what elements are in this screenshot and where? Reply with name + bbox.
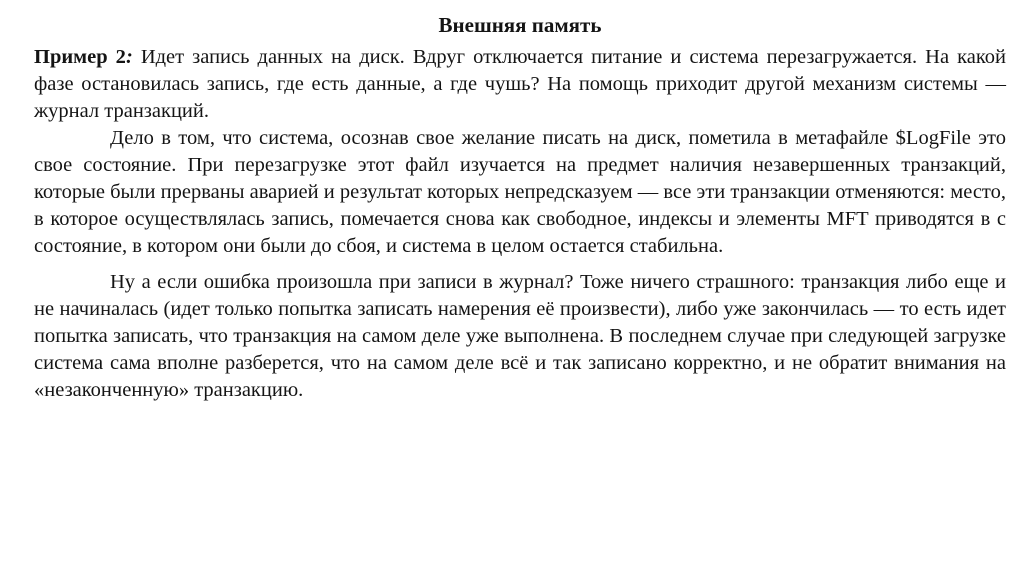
example-colon: : — [125, 46, 133, 68]
example-paragraph — [34, 44, 1006, 125]
example-label: Пример 2 — [34, 46, 126, 68]
example-text: Идет запись данных на диск. Вдруг отключается питание и система перезагружается. На какой фазе остановилась запись, где есть данные, а где чушь? На помощь приходит другой механизм системы — журнал транзакций. — [34, 46, 1007, 122]
slide — [34, 10, 1006, 404]
paragraph-journal-error: Ну а если ошибка произошла при записи в журнал? Тоже ничего страшного: транзакция либо еще и не начиналась (идет только попытка записать намерения её произвести), либо уже закончилась — то есть идет попытка записать, что транзакция на самом деле уже выполнена. В последнем случае при следующей загрузке система сама вполне разберется, что на самом деле всё и так записано корректно, и не обратит внимания на «незаконченную» транзакцию. — [34, 271, 1006, 401]
page-title: Внешняя память — [438, 13, 602, 37]
paragraph-logfile: Дело в том, что система, осознав свое желание писать на диск, пометила в метафайле $LogFile это свое состояние. При перезагрузке этот файл изучается на предмет наличия незавершенных транзакций, которые были прерваны аварией и результат которых непредсказуем — все эти транзакции отменяются: место, в которое осуществлялась запись, помечается снова как свободное, индексы и элементы MFT приводятся в с состояние, в котором они были до сбоя, и система в целом остается стабильна. — [34, 127, 1006, 257]
